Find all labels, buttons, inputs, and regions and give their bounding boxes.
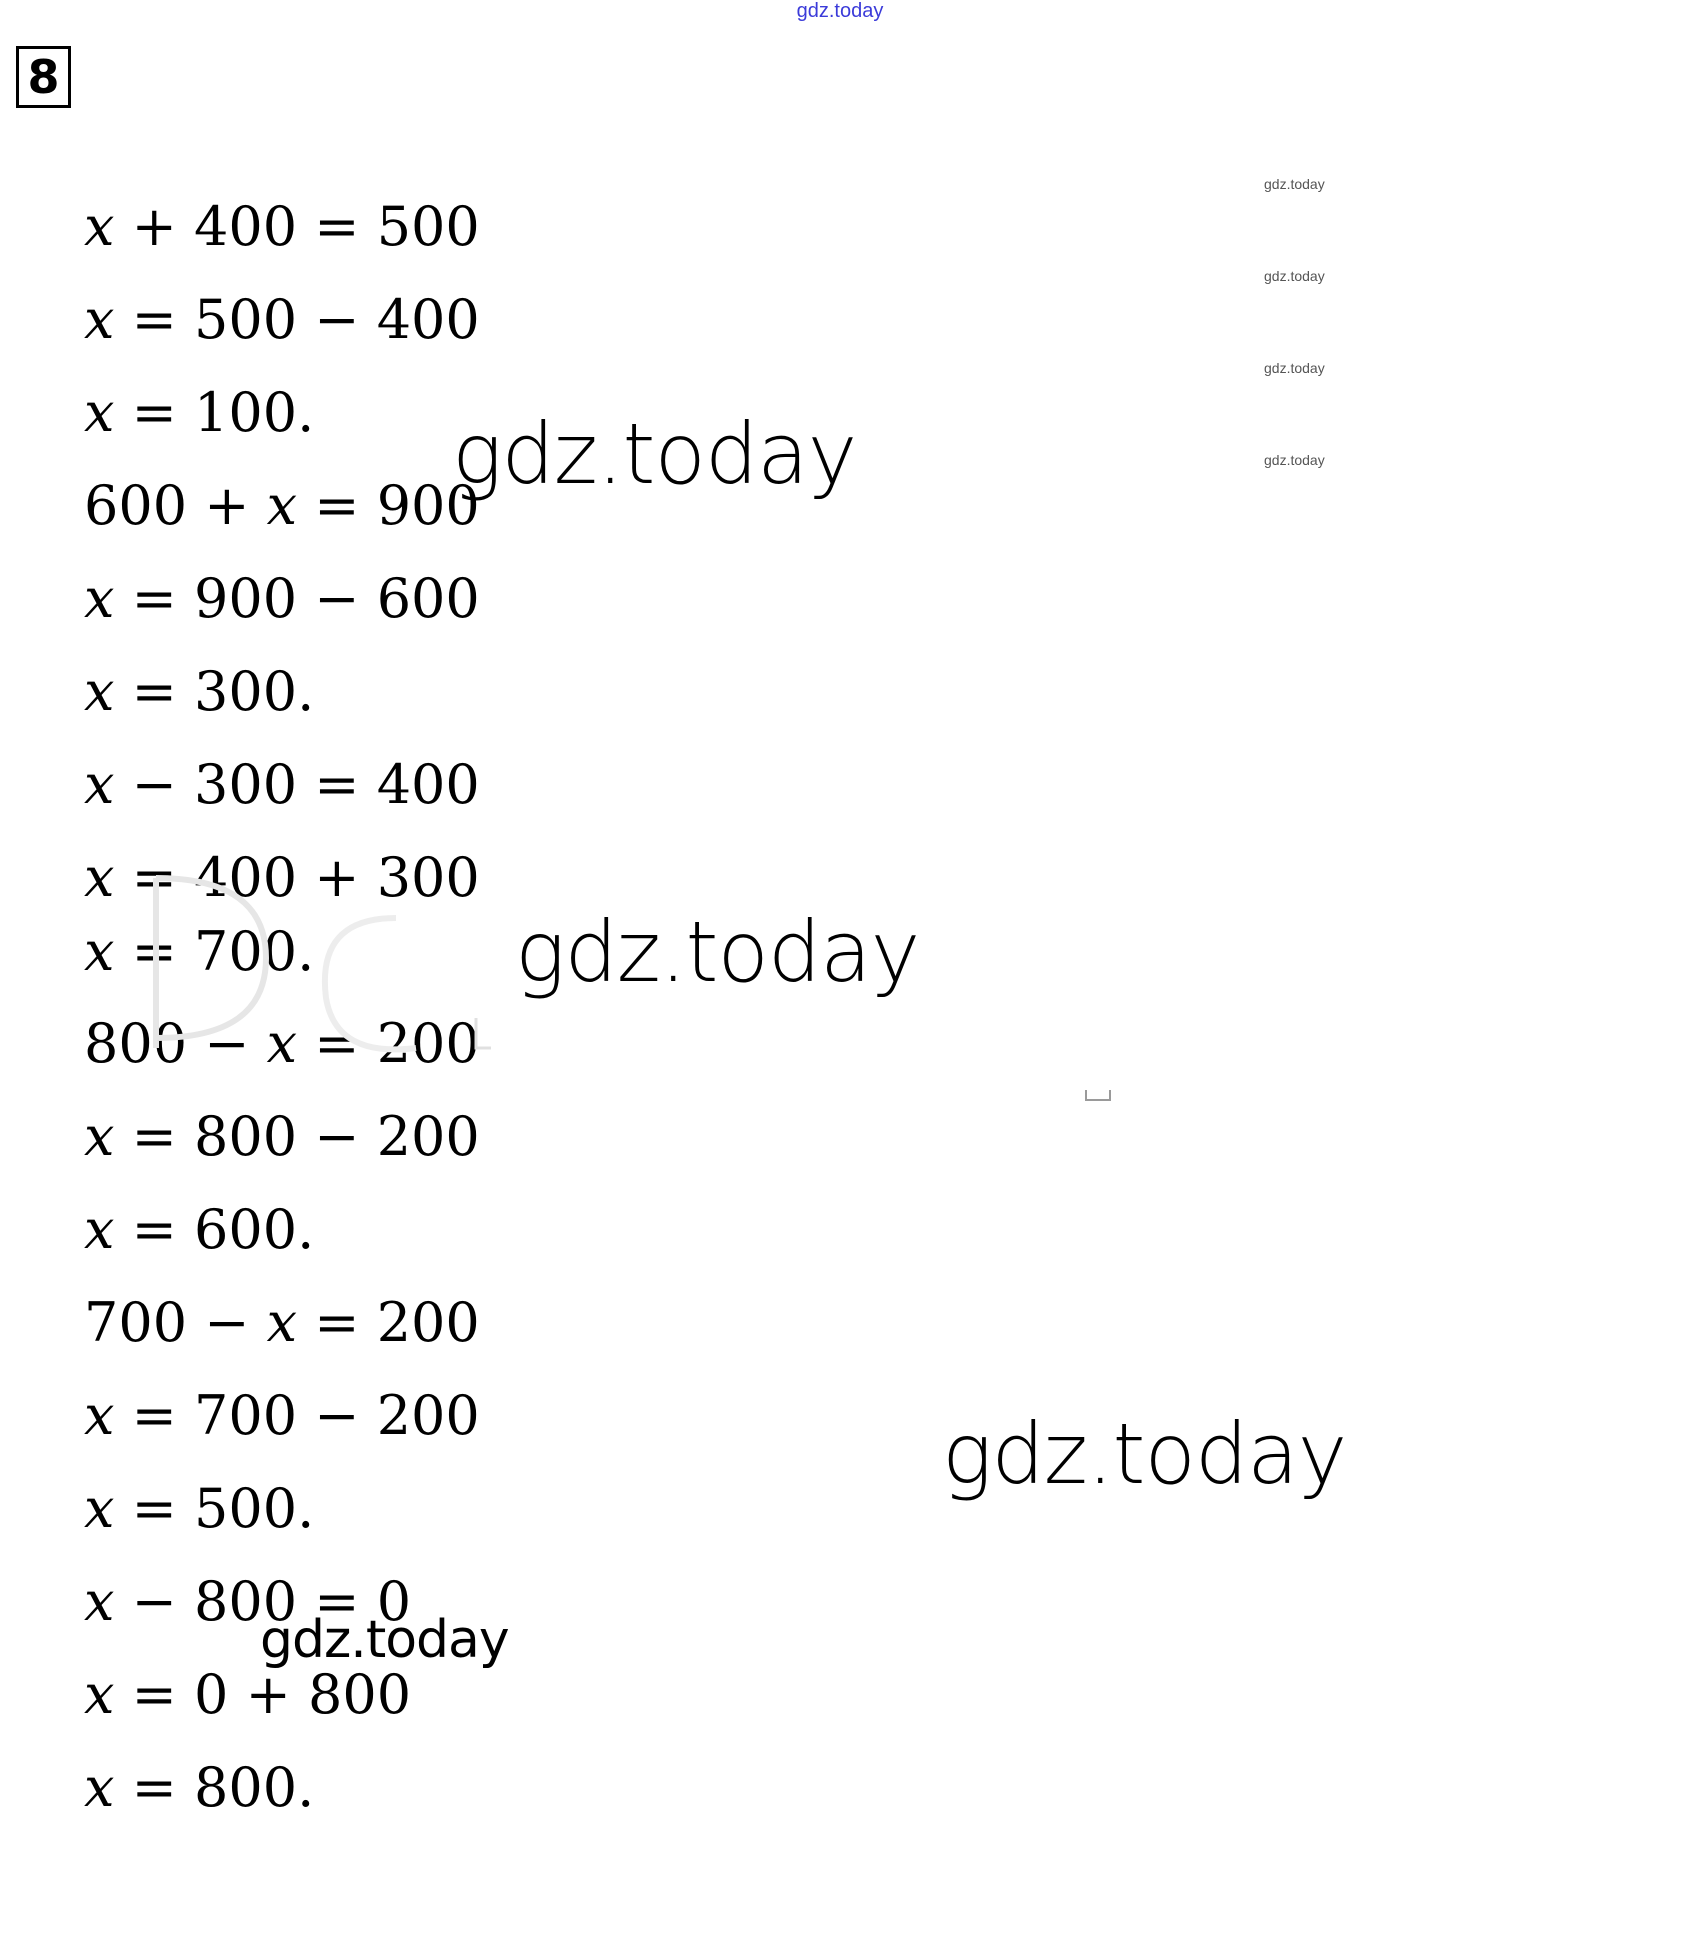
watermark-large: gdz.today <box>942 1405 1347 1503</box>
equation-line: x + 400 = 500 <box>84 195 480 258</box>
equation-line: x = 800 − 200 <box>84 1105 480 1168</box>
watermark-large: gdz.today <box>452 405 857 503</box>
equation-line: 700 − x = 200 <box>84 1291 480 1354</box>
equation-line: x = 500 − 400 <box>84 288 480 351</box>
task-number: 8 <box>27 50 60 104</box>
equation-line: 800 − x = 200 <box>84 1012 480 1075</box>
watermark-small: gdz.today <box>1264 176 1325 192</box>
equation-line: x = 800. <box>84 1756 315 1819</box>
equation-line: x = 100. <box>84 381 315 444</box>
equation-line: x − 300 = 400 <box>84 753 480 816</box>
equation-line: x = 300. <box>84 660 315 723</box>
top-watermark: gdz.today <box>796 0 884 22</box>
corner-mark <box>1084 1088 1112 1102</box>
watermark-small: gdz.today <box>1264 360 1325 376</box>
equation-line: x = 600. <box>84 1198 315 1261</box>
equation-line: x = 700 − 200 <box>84 1384 480 1447</box>
watermark-small: gdz.today <box>1264 452 1325 468</box>
task-number-box <box>16 46 71 108</box>
watermark-large: gdz.today <box>515 903 920 1001</box>
watermark-small: gdz.today <box>1264 268 1325 284</box>
equation-line: x = 400 + 300 <box>84 846 480 909</box>
equation-line: x = 500. <box>84 1477 315 1540</box>
equation-line: x − 800 = 0 <box>84 1570 412 1633</box>
equation-line: x = 0 + 800 <box>84 1663 412 1726</box>
equation-line: x = 700. <box>84 920 315 983</box>
watermark-medium: gdz.today <box>260 1610 509 1670</box>
ghost-watermark-shape <box>146 858 496 1058</box>
equation-line: x = 900 − 600 <box>84 567 480 630</box>
equation-line: 600 + x = 900 <box>84 474 480 537</box>
